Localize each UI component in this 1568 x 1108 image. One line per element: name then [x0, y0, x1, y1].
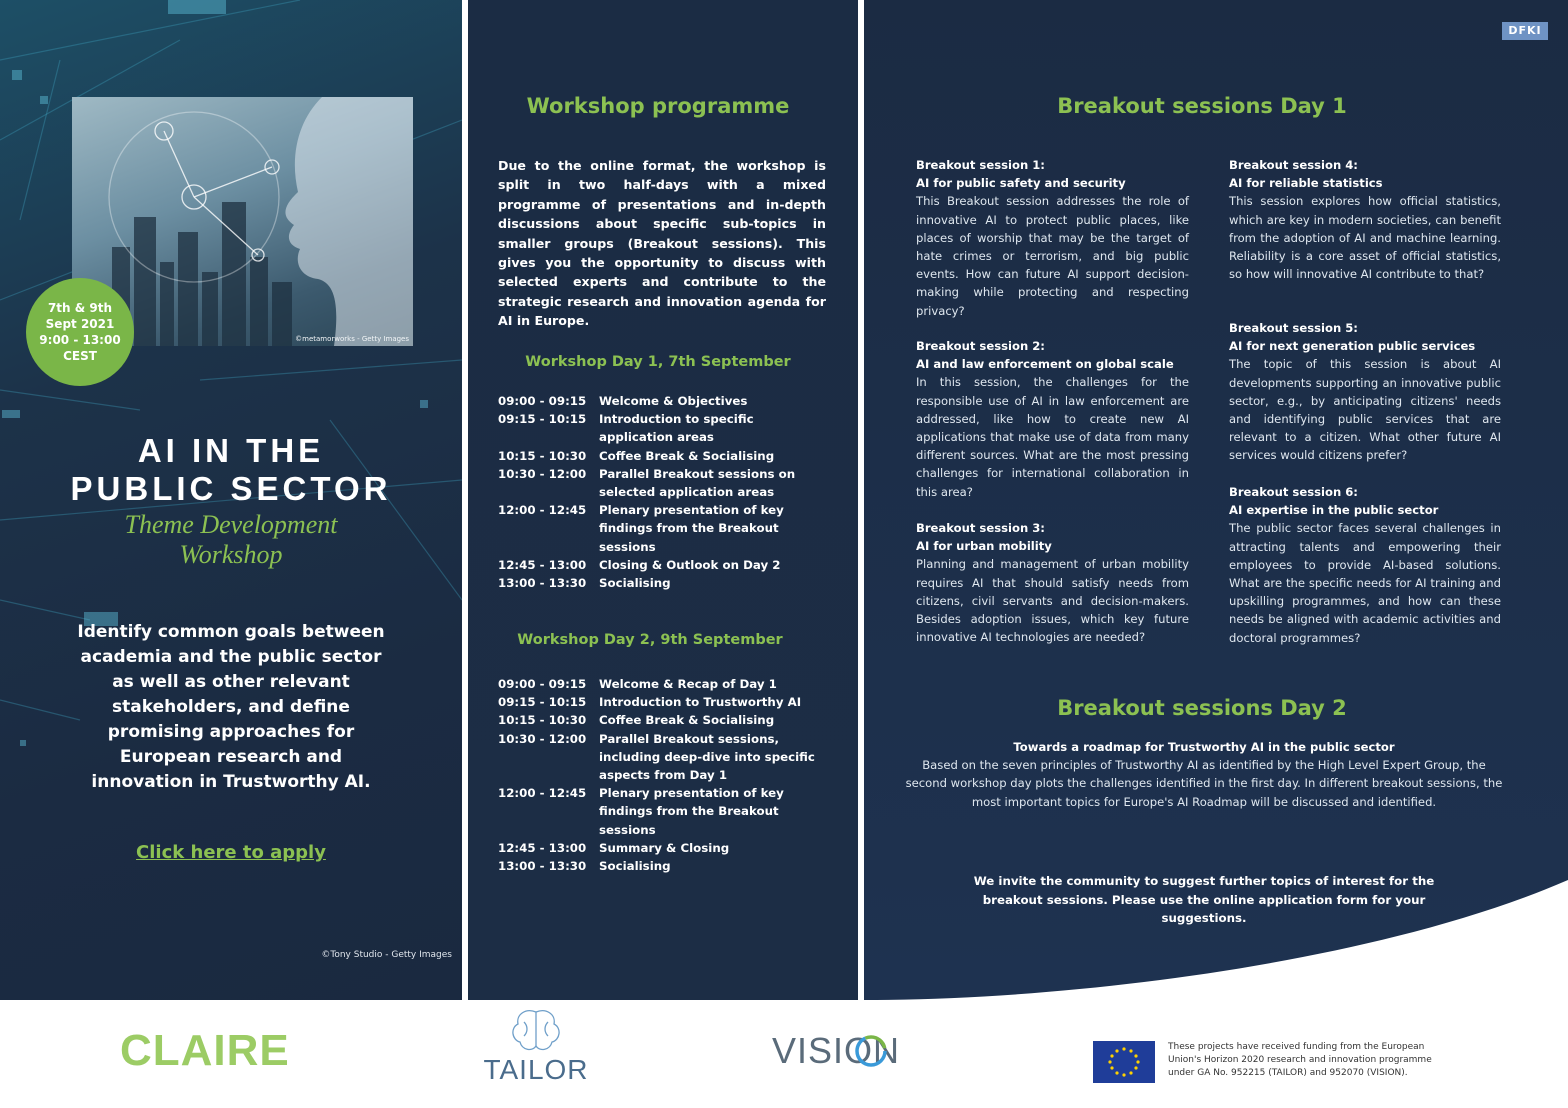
date-badge — [26, 278, 134, 386]
schedule-activity: Welcome & Recap of Day 1 — [599, 677, 777, 691]
claire-logo: CLAIRE — [120, 1026, 290, 1075]
schedule-activity: Parallel Breakout sessions on selected application areas — [599, 466, 796, 500]
schedule-row — [498, 857, 838, 875]
session-label: Breakout session 4: — [1229, 158, 1358, 172]
schedule-activity: Socialising — [599, 859, 671, 874]
schedule-activity: Socialising — [599, 576, 671, 591]
schedule-row — [498, 675, 838, 693]
breakout-session — [916, 519, 1189, 646]
programme-intro: Due to the online format, the workshop is split in two half-days with a mixed programme of presentations and in-depth discussions about specific sub-topics in smaller groups (Breakout sessions). This gives you the opportunity to discuss with selected experts and contribute to the strategic research and innovation agenda for AI in Europe. — [498, 158, 826, 329]
schedule-time: 13:00 - 13:30 — [498, 859, 587, 874]
day1-schedule — [498, 392, 838, 592]
vision-logo — [772, 1030, 912, 1080]
schedule-time: 12:45 - 13:00 — [498, 840, 587, 855]
day2-schedule — [498, 675, 838, 875]
session-label: Breakout session 6: — [1229, 485, 1358, 499]
session-label: Breakout session 1: — [916, 158, 1045, 172]
vision-logo-text: VISION — [772, 1030, 901, 1071]
schedule-time: 09:00 - 09:15 — [498, 677, 587, 691]
schedule-row — [498, 465, 838, 501]
breakout-session — [1229, 319, 1501, 465]
date-line: 7th & 9th — [47, 301, 113, 315]
programme-heading: Workshop programme — [526, 94, 790, 118]
schedule-activity: Welcome & Objectives — [599, 394, 748, 408]
session-description: The topic of this session is about AI developments supporting an innovative public sector, e.g., by anticipating citizens' needs and identifying public services that are relevant to a citizen. What other future AI services would citizens prefer? — [1229, 357, 1501, 463]
session-title: AI for urban mobility — [916, 539, 1052, 554]
breakout-day1-heading: Breakout sessions Day 1 — [1057, 94, 1347, 118]
photo-credit: ©Tony Studio - Getty Images — [321, 950, 452, 960]
schedule-row — [498, 693, 838, 711]
session-description: This Breakout session addresses the role of innovative AI to protect public places, like places of worship that may be the target of hate crimes or terrorism, and big public events. How can future AI support decision-making while protecting and respecting privacy? — [916, 194, 1189, 318]
schedule-time: 10:30 - 12:00 — [498, 466, 587, 481]
schedule-time: 09:00 - 09:15 — [498, 394, 587, 408]
session-title: AI for public safety and security — [916, 176, 1126, 191]
schedule-time: 12:45 - 13:00 — [498, 557, 587, 572]
schedule-row — [498, 447, 838, 465]
programme-panel — [468, 0, 858, 1000]
hero-credit: ©metamorworks - Getty Images — [295, 335, 409, 343]
schedule-activity: Coffee Break & Socialising — [599, 448, 775, 463]
time-line: 9:00 - 13:00 — [39, 333, 121, 347]
schedule-activity: Coffee Break & Socialising — [599, 713, 775, 728]
breakout-panel — [864, 0, 1568, 1000]
schedule-row — [498, 392, 838, 410]
schedule-activity: Parallel Breakout sessions, including deep-dive into specific aspects from Day 1 — [599, 731, 815, 783]
schedule-time: 10:15 - 10:30 — [498, 448, 587, 463]
session-description: This session explores how official statistics, which are key in modern societies, can benefit from the adoption of AI and machine learning. Reliability is a core asset of official statistics, so how will innovative AI contribute to that? — [1229, 194, 1501, 282]
footer — [0, 1000, 1568, 1108]
breakout-session — [1229, 156, 1501, 283]
session-description: Planning and management of urban mobility requires AI that should satisfy needs from citizens, civil servants and decision-makers. Besides adoption issues, which key future innovative AI technologies are needed? — [916, 557, 1189, 645]
schedule-row — [498, 730, 838, 785]
brain-icon — [506, 1006, 566, 1054]
eu-flag-icon — [1093, 1041, 1155, 1083]
invitation-text: We invite the community to suggest further topics of interest for the breakout sessions. Please use the online application form for your suggestions. — [973, 874, 1435, 926]
day2-title: Towards a roadmap for Trustworthy AI in the public sector — [1013, 740, 1395, 754]
schedule-time: 09:15 - 10:15 — [498, 695, 587, 710]
apply-link[interactable]: Click here to apply — [136, 842, 326, 863]
subtitle-line: Theme Development — [124, 510, 338, 539]
cover-panel — [0, 0, 462, 1000]
session-description: The public sector faces several challenges in attracting talents and empowering their employees to provide AI-based solutions. What are the specific needs for AI training and upskilling programmes, and how can these needs be aligned with academic activities and doctoral programmes? — [1229, 521, 1501, 645]
session-description: In this session, the challenges for the responsible use of AI in law enforcement are addressed, like how to create new AI applications that make use of data from many different sources. What are the most pressing challenges for international collaboration in this area? — [916, 375, 1189, 499]
day1-heading: Workshop Day 1, 7th September — [525, 354, 791, 370]
dfki-logo-text: DFKI — [1508, 24, 1542, 37]
event-intro: Identify common goals between academia and the public sector as well as other relevant stakeholders, and define promising approaches for European research and innovation in Trustworthy AI. — [77, 622, 385, 792]
schedule-row — [498, 839, 838, 857]
tailor-logo-text: TAILOR — [483, 1054, 589, 1085]
day2-description: Based on the seven principles of Trustworthy AI as identified by the High Level Expert Group, the second workshop day plots the challenges identified in the first day. In different breakout sessions, the most important topics for Europe's AI Roadmap will be discussed and identified. — [905, 758, 1503, 809]
title-line: AI IN THE — [137, 432, 325, 469]
schedule-activity: Plenary presentation of key findings from the Breakout sessions — [599, 786, 784, 837]
schedule-activity: Summary & Closing — [599, 840, 730, 855]
schedule-row — [498, 501, 838, 556]
session-title: AI for next generation public services — [1229, 339, 1476, 354]
schedule-activity: Introduction to Trustworthy AI — [599, 695, 802, 710]
schedule-time: 09:15 - 10:15 — [498, 412, 587, 427]
schedule-activity: Plenary presentation of key findings from the Breakout sessions — [599, 503, 784, 554]
eu-funding-text: These projects have received funding from the European Union's Horizon 2020 research and innovation programme under GA No. 952215 (TAILOR) and 952070 (VISION). — [1168, 1042, 1432, 1078]
breakout-session — [916, 156, 1189, 320]
schedule-row — [498, 711, 838, 729]
session-title: AI expertise in the public sector — [1229, 503, 1439, 518]
timezone-line: CEST — [63, 349, 97, 363]
session-title: AI and law enforcement on global scale — [916, 357, 1174, 372]
session-title: AI for reliable statistics — [1229, 176, 1383, 191]
schedule-time: 10:15 - 10:30 — [498, 713, 587, 728]
schedule-time: 12:00 - 12:45 — [498, 786, 587, 801]
date-line: Sept 2021 — [45, 317, 115, 331]
tailor-logo — [476, 1006, 596, 1096]
schedule-activity: Closing & Outlook on Day 2 — [599, 557, 781, 572]
day2-description-block — [904, 738, 1504, 811]
schedule-time: 12:00 - 12:45 — [498, 503, 587, 518]
schedule-time: 13:00 - 13:30 — [498, 576, 587, 591]
title-line: PUBLIC SECTOR — [70, 470, 392, 507]
session-label: Breakout session 5: — [1229, 321, 1358, 335]
schedule-activity: Introduction to specific application areas — [599, 412, 754, 445]
dfki-logo — [1502, 22, 1548, 40]
session-label: Breakout session 2: — [916, 339, 1045, 353]
breakout-day2-heading: Breakout sessions Day 2 — [1057, 696, 1347, 720]
breakout-session — [916, 337, 1189, 501]
schedule-time: 10:30 - 12:00 — [498, 731, 587, 746]
schedule-row — [498, 784, 838, 839]
event-subtitle — [0, 510, 462, 570]
day2-heading: Workshop Day 2, 9th September — [517, 632, 783, 648]
schedule-row — [498, 574, 838, 592]
subtitle-line: Workshop — [179, 540, 283, 569]
schedule-row — [498, 556, 838, 574]
schedule-row — [498, 410, 838, 446]
vision-ring-icon — [854, 1034, 888, 1068]
breakout-session — [1229, 483, 1501, 647]
event-title — [0, 432, 462, 508]
session-label: Breakout session 3: — [916, 521, 1045, 535]
